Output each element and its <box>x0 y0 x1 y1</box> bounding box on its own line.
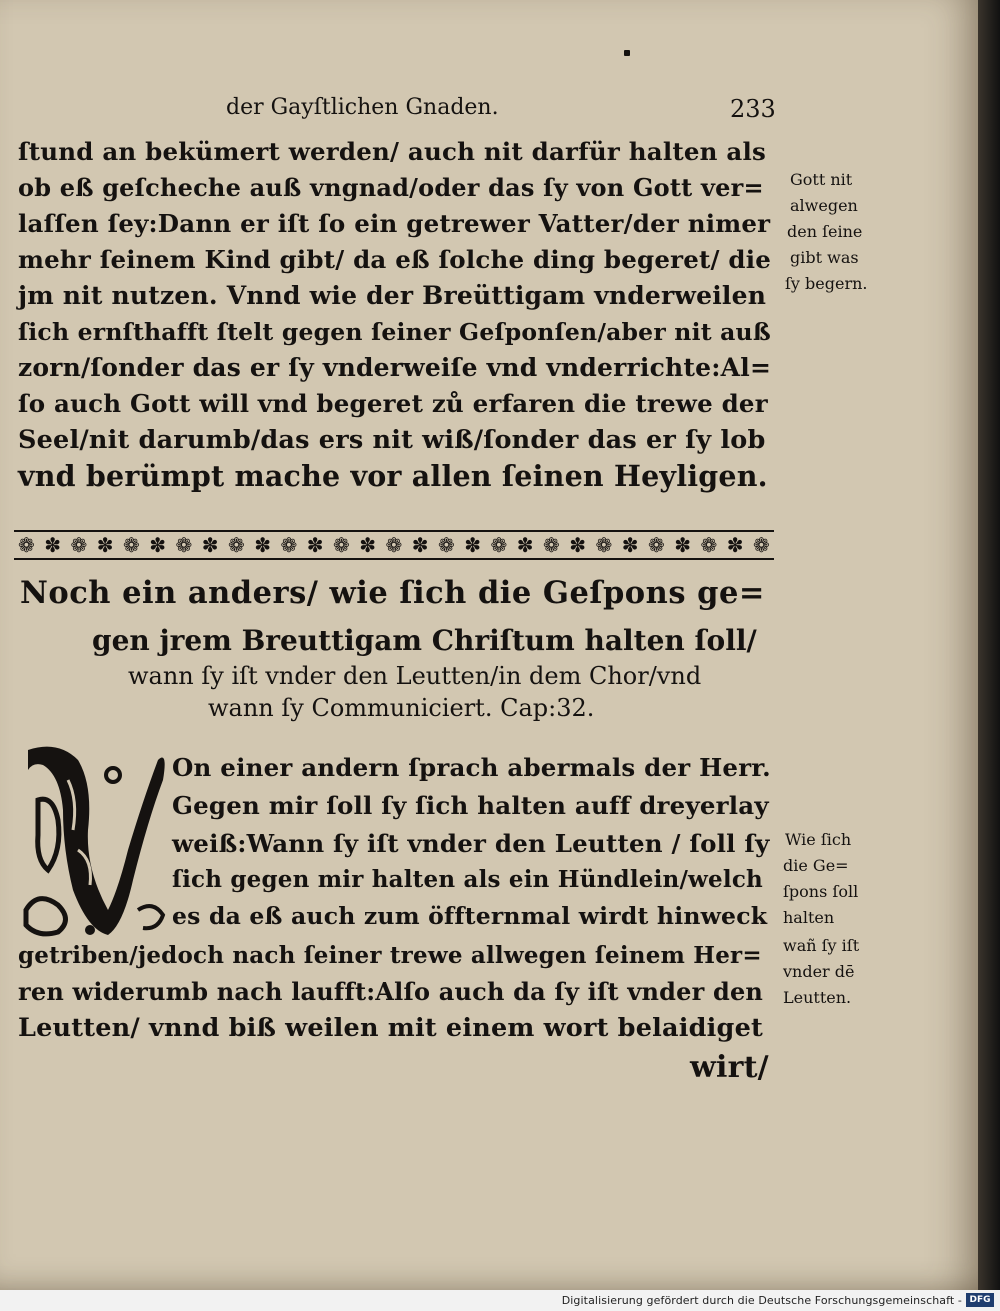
text-line: es da eß auch zum öffternmal wirdt hinweck <box>172 902 768 930</box>
ornament-icon: ✽ <box>674 533 692 557</box>
margin-note-line: die Ge= <box>783 856 849 875</box>
margin-note-line: Leutten. <box>783 988 852 1007</box>
text-line: ob eß geſcheche auß vngnad/oder das ſy von Gott ver= <box>18 173 764 202</box>
catchword: wirt/ <box>690 1050 769 1085</box>
ornament-icon: ✽ <box>149 533 167 557</box>
ornament-icon: ❁ <box>438 533 455 557</box>
margin-note-line: alwegen <box>790 196 858 215</box>
chapter-heading-line: Noch ein anders/ wie ſich die Geſpons ge= <box>20 575 765 611</box>
chapter-heading-line: wann ſy iſt vnder den Leutten/in dem Chor/vnd <box>128 662 702 690</box>
ornament-icon: ❁ <box>385 533 403 557</box>
margin-note-line: Gott nit <box>790 170 853 189</box>
text-line: ſo auch Gott will vnd begeret zů erfaren die trewe der <box>18 389 768 418</box>
ink-dot <box>624 50 630 56</box>
ornament-icon: ❁ <box>700 533 718 557</box>
ornament-icon: ❁ <box>228 533 245 557</box>
ornament-icon: ✽ <box>201 533 219 557</box>
ornament-icon: ❁ <box>648 533 665 557</box>
initial-letter <box>18 740 19 741</box>
page-edge-shadow <box>978 0 1000 1290</box>
margin-note-line: gibt was <box>790 248 859 267</box>
text-line: ren widerumb nach laufft:Alſo auch da ſy iſt vnder den <box>18 977 764 1006</box>
ornament-icon: ✽ <box>569 533 587 557</box>
ornament-icon: ❁ <box>18 533 35 557</box>
text-line: Leutten/ vnnd biß weilen mit einem wort belaidiget <box>18 1013 763 1043</box>
digitization-credit: Digitalisierung gefördert durch die Deutsche Forschungsgemeinschaft - <box>561 1294 962 1307</box>
page-number: 233 <box>730 95 776 123</box>
ornament-icon: ❁ <box>175 533 193 557</box>
text-line: Gegen mir ſoll ſy ſich halten auff dreyerlay <box>172 791 769 820</box>
ornament-icon: ❁ <box>333 533 350 557</box>
ornament-icon: ✽ <box>44 533 62 557</box>
text-line: mehr ſeinem Kind gibt/ da eß ſolche ding begeret/ die <box>18 245 772 274</box>
text-line: Seel/nit darumb/das ers nit wiß/ſonder das er ſy lob <box>18 425 766 455</box>
text-line: ſich gegen mir halten als ein Hündlein/welch <box>172 866 763 893</box>
ornament-icon: ✽ <box>621 533 639 557</box>
text-line: On einer andern ſprach abermals der Herr. <box>172 753 771 782</box>
margin-note-line: ſpons ſoll <box>783 882 859 901</box>
ornament-icon: ❁ <box>753 533 770 557</box>
decorated-initial <box>18 740 168 940</box>
ornament-icon: ✽ <box>464 533 482 557</box>
dfg-logo: DFG <box>966 1293 994 1307</box>
text-line: weiß:Wann ſy iſt vnder den Leutten / ſoll ſy <box>172 829 770 858</box>
text-line: jm nit nutzen. Vnnd wie der Breüttigam vnderweilen <box>18 281 767 310</box>
margin-note-line: vnder dē <box>783 962 855 981</box>
running-head: der Gayſtlichen Gnaden. <box>226 95 499 120</box>
margin-note-line: den ſeine <box>787 222 863 241</box>
chapter-heading-line: gen jrem Breuttigam Chriſtum halten ſoll/ <box>92 624 757 657</box>
ornament-icon: ✽ <box>516 533 534 557</box>
text-line: ſich ernſthafft ſtelt gegen ſeiner Geſponſen/aber nit auß <box>18 318 771 346</box>
margin-note-line: Wie ſich <box>785 830 852 849</box>
text-line: vnd berümpt mache vor allen ſeinen Heyligen. <box>18 459 768 493</box>
ornament-icon: ❁ <box>123 533 140 557</box>
initial-ornament-icon <box>18 740 168 940</box>
ornament-icon: ❁ <box>595 533 613 557</box>
ornament-icon: ✽ <box>306 533 324 557</box>
margin-note-line: halten <box>783 908 835 927</box>
ornament-icon: ❁ <box>490 533 508 557</box>
text-line: laſſen ſey:Dann er iſt ſo ein getrewer Vatter/der nimer <box>18 209 771 238</box>
ornament-icon: ❁ <box>70 533 88 557</box>
ornament-icon: ✽ <box>96 533 114 557</box>
ornament-icon: ✽ <box>254 533 272 557</box>
ornament-icon: ✽ <box>411 533 429 557</box>
ornament-icon: ❁ <box>280 533 298 557</box>
text-line: zorn/ſonder das er ſy vnderweiſe vnd vnderrichte:Al= <box>18 353 772 382</box>
ornament-icon: ✽ <box>726 533 744 557</box>
chapter-heading-line: wann ſy Communiciert. Cap:32. <box>208 694 595 722</box>
margin-note-line: ſy begern. <box>785 274 868 293</box>
ornament-icon: ✽ <box>359 533 377 557</box>
text-line: ſtund an bekümert werden/ auch nit darfür halten als <box>18 137 766 166</box>
ornament-icon: ❁ <box>543 533 560 557</box>
ornamental-border <box>14 530 774 560</box>
margin-note-line: wañ ſy iſt <box>783 936 860 955</box>
text-line: getriben/jedoch nach ſeiner trewe allwegen ſeinem Her= <box>18 942 762 969</box>
